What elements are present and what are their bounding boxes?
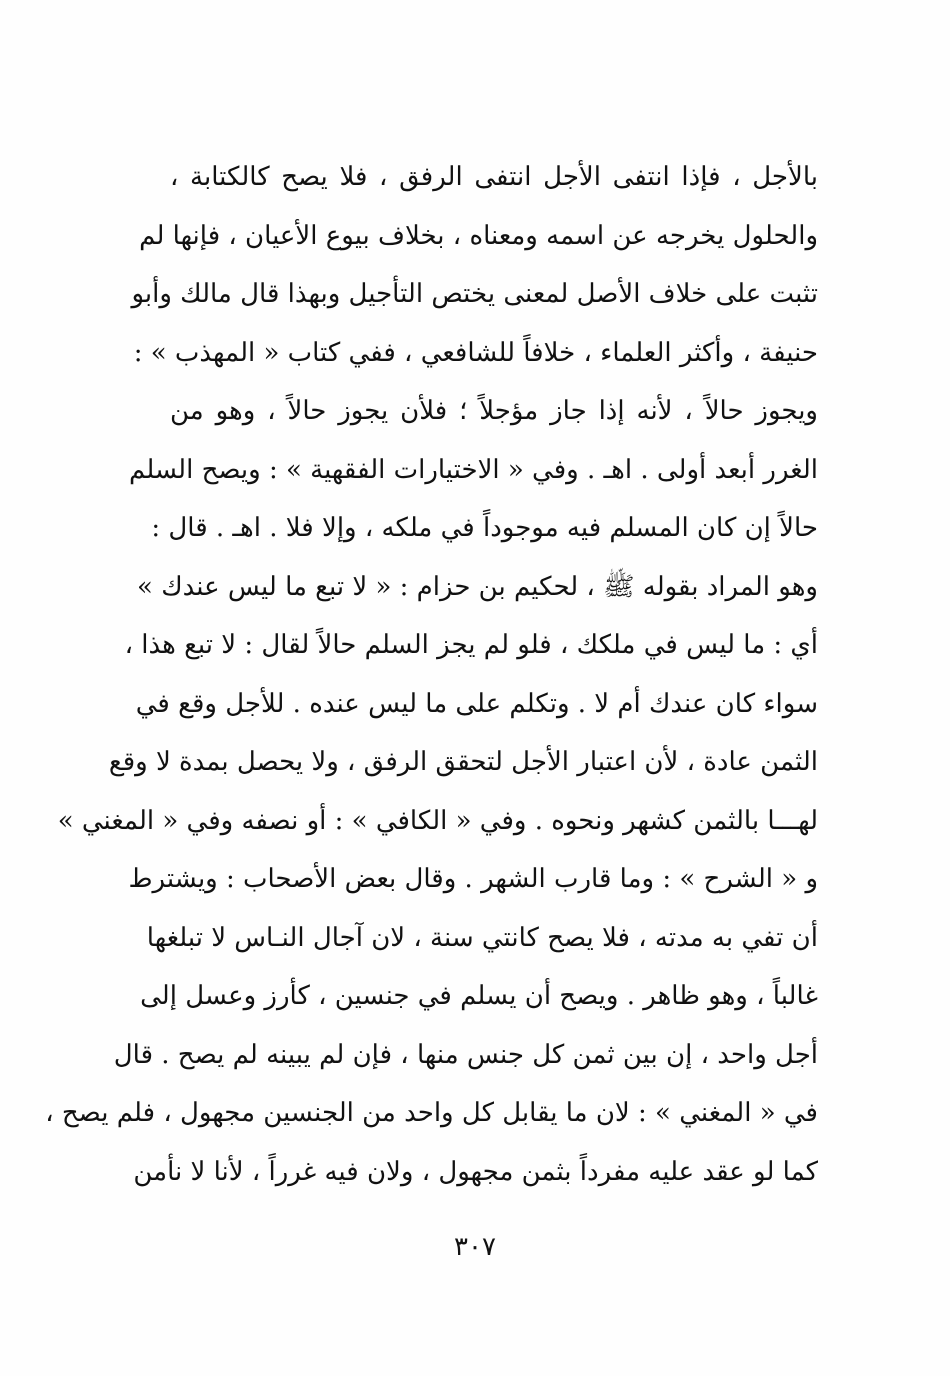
text-line: وهو المراد بقوله ﷺ ، لحكيم بن حزام : « لا تبع ما ليس عندك » [137, 571, 818, 602]
text-line: لهـــا بالثمن كشهر ونحوه . وفي « الكافي » : أو نصفه وفي « المغني » [57, 805, 818, 836]
text-line: تثبت على خلاف الأصل لمعنى يختص التأجيل وبهذا قال مالك وأبو [131, 279, 818, 309]
text-line: أجل واحد ، إن بين ثمن كل جنس منها ، فإن لم يبينه لم يصح . قال [113, 1039, 818, 1070]
text-line: بالأجل ، فإذا انتفى الأجل انتفى الرفق ، فلا يصح كالكتابة ، [170, 162, 818, 192]
text-line: حنيفة ، وأكثر العلماء ، خلافاً للشافعي ، ففي كتاب « المهذب » : [133, 337, 818, 368]
text-line: غالباً ، وهو ظاهر . ويصح أن يسلم في جنسين ، كأرز وعسل إلى [140, 981, 818, 1011]
text-line: كما لو عقد عليه مفرداً بثمن مجهول ، ولان فيه غرراً ، لأنا لا نأمن [133, 1156, 818, 1187]
text-line: في « المغني » : لان ما يقابل كل واحد من الجنسين مجهول ، فلم يصح ، [45, 1098, 818, 1128]
text-line: والحلول يخرجه عن اسمه ومعناه ، بخلاف بيوع الأعيان ، فإنها لم [139, 220, 818, 251]
text-line: أي : ما ليس في ملكك ، فلو لم يجز السلم حالاً لقال : لا تبع هذا ، [124, 630, 818, 660]
text-line: ويجوز حالاً ، لأنه إذا جاز مؤجلاً ؛ فلأن يجوز حالاً ، وهو من [170, 396, 818, 426]
text-line: حالاً إن كان المسلم فيه موجوداً في ملكه ، وإلا فلا . اهـ . قال : [151, 513, 818, 543]
body-text [45, 148, 818, 1201]
page-number: ٣٠٧ [454, 1232, 496, 1262]
text-line: أن تفي به مدته ، فلا يصح كانتي سنة ، لان آجال النـاس لا تبلغها [146, 922, 818, 953]
text-line: الثمن عادة ، لأن اعتبار الأجل لتحقق الرفق ، ولا يحصل بمدة لا وقع [108, 747, 818, 777]
text-line: الغرر أبعد أولى . اهـ . وفي « الاختيارات الفقهية » : ويصح السلم [129, 454, 818, 485]
text-line: و « الشرح » : وما قارب الشهر . وقال بعض الأصحاب : ويشترط [128, 864, 818, 894]
text-line: سواء كان عندك أم لا . وتكلم على ما ليس عنده . للأجل وقع في [135, 688, 818, 719]
